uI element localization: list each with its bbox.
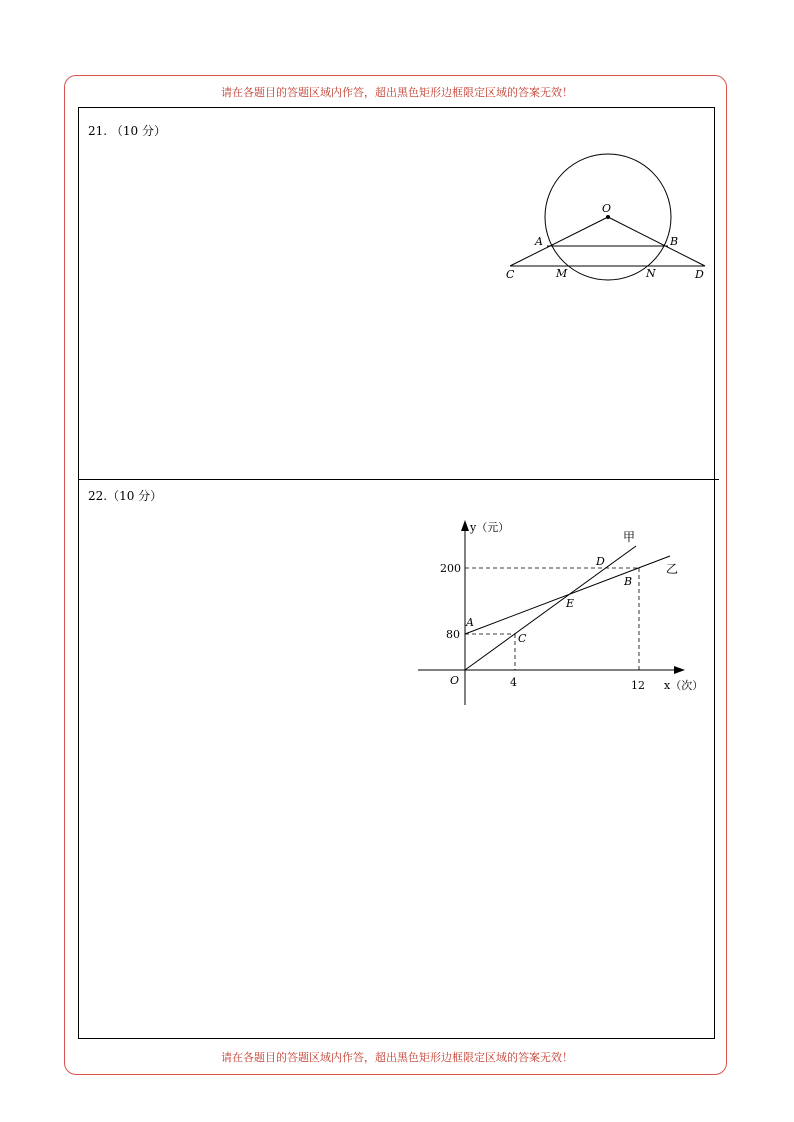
top-warning-text: 请在各题目的答题区域内作答，超出黑色矩形边框限定区域的答案无效！ [221, 86, 573, 99]
point-e-label: E [566, 597, 575, 610]
y-axis-label: y（元） [470, 521, 510, 534]
point-a-label: A [466, 616, 474, 629]
point-c-label: C [518, 632, 527, 645]
y-tick-80: 80 [446, 628, 460, 641]
label-jia: 甲 [623, 530, 636, 544]
label-b: B [670, 235, 679, 248]
x-tick-4: 4 [510, 676, 517, 689]
label-m: M [556, 267, 568, 280]
question-divider [78, 479, 719, 480]
circle-figure [500, 150, 715, 285]
segment-oc [510, 217, 608, 266]
question-22-label: 22.（10 分） [88, 489, 163, 503]
label-yi: 乙 [666, 562, 679, 576]
y-axis-arrow [461, 520, 469, 531]
label-n: N [646, 267, 656, 280]
segment-od [608, 217, 705, 266]
x-axis-label: x（次） [664, 679, 704, 692]
x-axis-arrow [674, 666, 685, 674]
label-a: A [535, 235, 543, 248]
cost-graph [410, 515, 715, 710]
y-tick-200: 200 [440, 562, 461, 575]
question-21-label: 21. （10 分） [88, 124, 166, 138]
origin-label: O [450, 674, 460, 687]
point-d-label: D [596, 555, 605, 568]
point-b-label: B [624, 575, 633, 588]
label-o: O [602, 202, 612, 215]
x-tick-12: 12 [631, 679, 645, 692]
label-d: D [695, 268, 704, 281]
line-jia [465, 546, 636, 670]
bottom-warning-text: 请在各题目的答题区域内作答，超出黑色矩形边框限定区域的答案无效！ [221, 1051, 573, 1064]
label-c: C [506, 268, 515, 281]
